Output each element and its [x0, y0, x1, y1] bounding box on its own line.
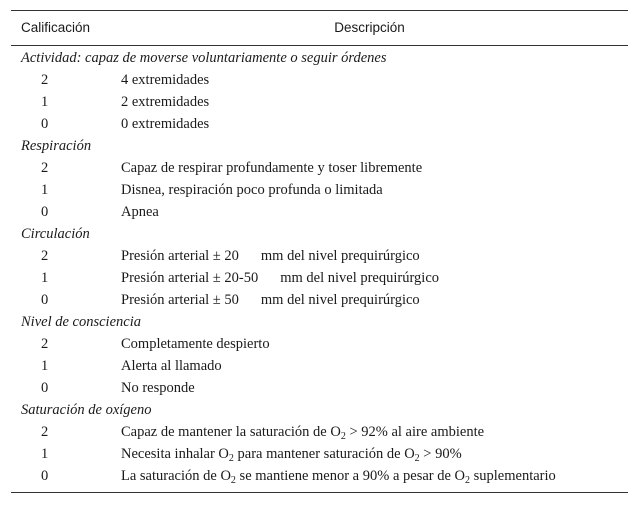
description	[121, 424, 484, 441]
section-title: Circulación	[21, 226, 90, 242]
table-row	[11, 422, 628, 444]
section-circulation	[11, 224, 628, 246]
score: 0	[41, 292, 49, 308]
score: 2	[41, 248, 49, 264]
description-part: > 90%	[419, 446, 462, 462]
subscript: 2	[414, 453, 420, 464]
table-row	[11, 268, 628, 290]
table-row	[11, 466, 628, 488]
table-row	[11, 444, 628, 466]
description	[121, 446, 462, 463]
score: 0	[41, 116, 49, 132]
section-title: Actividad: capaz de moverse voluntariamente o seguir órdenes	[21, 50, 387, 66]
description: 4 extremidades	[121, 72, 210, 88]
description-part: Necesita inhalar O	[121, 446, 229, 462]
score: 2	[41, 336, 49, 352]
description-part: para mantener saturación de O	[233, 446, 415, 462]
description: Apnea	[121, 204, 159, 220]
score: 0	[41, 204, 49, 220]
description-part: Presión arterial ± 20	[121, 248, 239, 264]
description-part: > 92% al aire ambiente	[345, 424, 485, 440]
score: 1	[41, 358, 49, 374]
score: 2	[41, 424, 49, 440]
score: 0	[41, 468, 49, 484]
section-title: Respiración	[21, 138, 92, 154]
description-part: suplementario	[470, 468, 556, 484]
description: 2 extremidades	[121, 94, 210, 110]
section-activity	[11, 48, 628, 70]
description	[121, 292, 420, 309]
description: No responde	[121, 380, 195, 396]
table-row	[11, 114, 628, 136]
table-row	[11, 92, 628, 114]
subscript: 2	[465, 475, 471, 486]
description-part: mm del nivel prequirúrgico	[260, 248, 420, 264]
description	[121, 468, 556, 485]
description	[121, 270, 439, 287]
description: Capaz de respirar profundamente y toser libremente	[121, 160, 423, 176]
description-part: Presión arterial ± 20-50	[121, 270, 259, 286]
score: 2	[41, 72, 49, 88]
header-description: Descripción	[334, 20, 405, 35]
description	[121, 248, 420, 265]
section-oxygen	[11, 400, 628, 422]
section-title: Nivel de consciencia	[21, 314, 141, 330]
description: Completamente despierto	[121, 336, 270, 352]
subscript: 2	[340, 431, 346, 442]
score: 0	[41, 380, 49, 396]
table-row	[11, 158, 628, 180]
table-row	[11, 378, 628, 400]
description-part: Presión arterial ± 50	[121, 292, 239, 308]
score: 1	[41, 94, 49, 110]
table-row	[11, 334, 628, 356]
description: Disnea, respiración poco profunda o limitada	[121, 182, 383, 198]
section-consciousness	[11, 312, 628, 334]
description: Alerta al llamado	[121, 358, 222, 374]
table-row	[11, 246, 628, 268]
description: 0 extremidades	[121, 116, 210, 132]
table-row	[11, 180, 628, 202]
subscript: 2	[228, 453, 234, 464]
score: 1	[41, 182, 49, 198]
description-part: La saturación de O	[121, 468, 231, 484]
table-row	[11, 356, 628, 378]
description-part: Capaz de mantener la saturación de O	[121, 424, 341, 440]
score: 1	[41, 270, 49, 286]
score: 1	[41, 446, 49, 462]
header-score: Calificación	[21, 20, 91, 35]
table-row	[11, 290, 628, 312]
subscript: 2	[230, 475, 236, 486]
score: 2	[41, 160, 49, 176]
table-row	[11, 70, 628, 92]
table-row	[11, 202, 628, 224]
section-title: Saturación de oxígeno	[21, 402, 152, 418]
table-header	[11, 11, 628, 46]
description-part: mm del nivel prequirúrgico	[280, 270, 440, 286]
description-part: se mantiene menor a 90% a pesar de O	[235, 468, 466, 484]
aldrete-score-table	[11, 10, 628, 493]
description-part: mm del nivel prequirúrgico	[260, 292, 420, 308]
section-breathing	[11, 136, 628, 158]
